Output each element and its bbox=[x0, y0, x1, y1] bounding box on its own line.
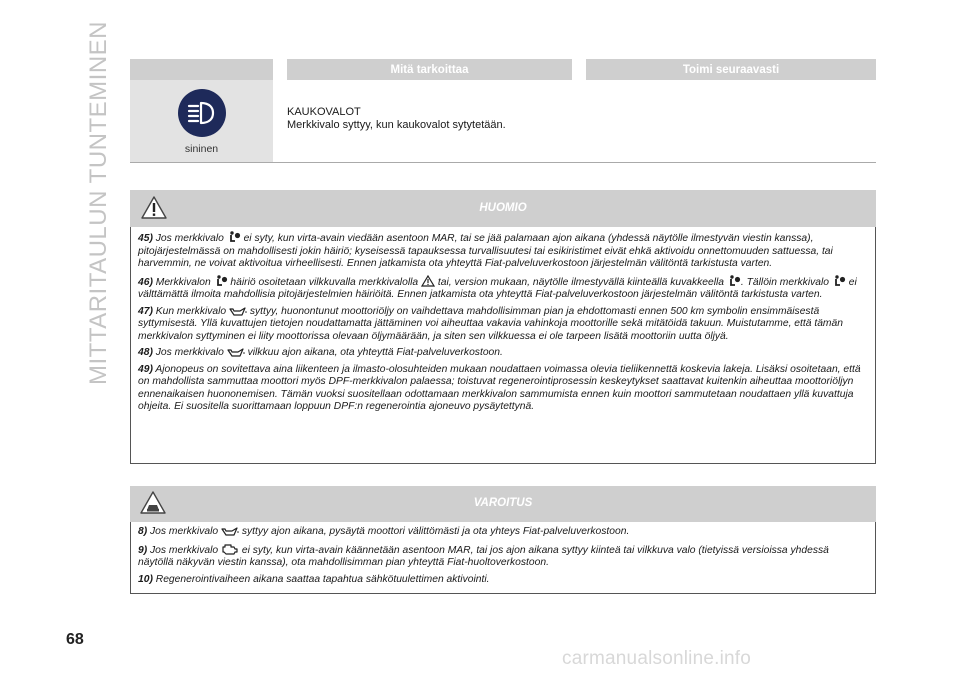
varoitus-item-8: 8) Jos merkkivalo syttyy ajon aikana, pysäytä moottori välittömästi ja ota yhteys Fiat-palveluverkostoon. bbox=[138, 526, 630, 537]
airbag-icon bbox=[727, 275, 741, 287]
varoitus-title: VAROITUS bbox=[473, 497, 533, 509]
huomio-item-47: 47) Kun merkkivalo syttyy, huonontunut moottoriöljy on vaihdettava mahdollisimman pian ja ehdottomasti ennen 500 km symbolin ensimmäisestä syttymisestä. Yllä kuvattujen tietojen noudattamatta jättäminen voi aiheuttaa vakavia vahinkoja moottorille sekä mitätöidä takuun. Muistutamme, että tämän merkkivalon syttyminen ei liity moottorissa olevaan öljymäärään, ja siten sen vilkkuessa ei ole tarpeen lisätä moottoriin uutta öljyä. bbox=[138, 305, 843, 342]
page-number: 68 bbox=[66, 631, 84, 648]
side-title-text: MITTARITAULUN TUNTEMINEN bbox=[85, 21, 112, 385]
warning-light-title: KAUKOVALOT bbox=[287, 106, 361, 118]
engine-icon bbox=[221, 543, 239, 555]
warning-light-text: Merkkivalo syttyy, kun kaukovalot sytytetään. bbox=[287, 119, 506, 131]
table-header-action: Toimi seuraavasti bbox=[586, 59, 876, 80]
huomio-body bbox=[130, 227, 876, 464]
varoitus-header bbox=[130, 486, 876, 522]
huomio-item-45: 45) Jos merkkivalo ei syty, kun virta-avain viedään asentoon MAR, tai se jää palamaan ajon aikana (yhdessä näytölle ilmestyvän viestin kanssa), pitojärjestelmässä on mahdollisesti jokin häiriö; kyseisessä tapauksessa turvallisuutesi tai esikiristimet eivät ehkä aktivoidu onnettomuuden sattuessa, tai harvemmin, ne voivat aktivoitua virheellisesti. Ennen jatkamista ota yhteyttä Fiat-palveluverkostoon järjestelmän välitöntä tarkistusta varten. bbox=[138, 233, 833, 269]
oil-can-icon bbox=[221, 526, 239, 536]
warning-triangle-icon bbox=[421, 275, 435, 287]
table-divider bbox=[130, 162, 876, 163]
icon-color-label: sininen bbox=[184, 143, 219, 155]
airbag-icon bbox=[227, 231, 241, 243]
oil-can-icon bbox=[227, 347, 245, 357]
table-header-icon-column bbox=[130, 59, 273, 80]
airbag-icon bbox=[832, 275, 846, 287]
varoitus-item-10: 10) Regenerointivaiheen aikana saattaa tapahtua sähkötuulettimen aktivointi. bbox=[138, 573, 490, 585]
varoitus-body bbox=[130, 522, 876, 594]
huomio-item-49: 49) Ajonopeus on sovitettava aina liikenteen ja ilmasto-olosuhteiden mukaan noudattaen voimassa olevia tieliikennettä koskevia lakeja. Lisäksi osoitetaan, että on mahdollista sammuttaa moottori myös DPF-merkkivalon palaessa; toistuvat regenerointiprosessin keskeytykset saattavat kuitenkin aiheuttaa moottoriöljyn ennenaikaisen huononemisen. Tämän vuoksi suositellaan odottamaan merkkivalon sammumista ennen kuin moottori sammutetaan noudattaen yllä kuvattuja ohjeita. Ei suositella suorittamaan loppuun DPF:n regenerointia ajoneuvo pysäytettynä. bbox=[138, 363, 861, 412]
huomio-title: HUOMIO bbox=[479, 202, 527, 214]
huomio-header bbox=[130, 190, 876, 227]
watermark: carmanualsonline.info bbox=[562, 648, 752, 669]
huomio-item-48: 48) Jos merkkivalo vilkkuu ajon aikana, ota yhteyttä Fiat-palveluverkostoon. bbox=[138, 347, 503, 358]
warning-light-description bbox=[287, 106, 506, 132]
oil-can-icon bbox=[229, 306, 247, 316]
huomio-item-46: 46) Merkkivalon häiriö osoitetaan vilkkuvalla merkkivalolla tai, version mukaan, näytölle ilmestyvällä kiinteällä kuvakkeella . Tällöin merkkivalo ei välttämättä ilmoita mahdollisia pitojärjestelmien häiriöitä. Ennen jatkamista ota yhteyttä Fiat-palveluverkostoon järjestelmän välitöntä tarkistusta varten. bbox=[138, 276, 857, 300]
warning-light-icon-cell bbox=[130, 80, 273, 162]
section-side-title bbox=[74, 21, 124, 385]
high-beam-icon bbox=[177, 88, 227, 138]
airbag-icon bbox=[214, 275, 228, 287]
table-header-meaning: Mitä tarkoittaa bbox=[287, 59, 572, 80]
varoitus-item-9: 9) Jos merkkivalo ei syty, kun virta-avain käännetään asentoon MAR, tai jos ajon aikana syttyy kiinteä tai vilkkuva valo (tietyissä versioissa yhdessä näytöllä näkyvän viestin kanssa), ota mahdollisimman pian yhteyttä Fiat-huoltoverkostoon. bbox=[138, 544, 829, 568]
